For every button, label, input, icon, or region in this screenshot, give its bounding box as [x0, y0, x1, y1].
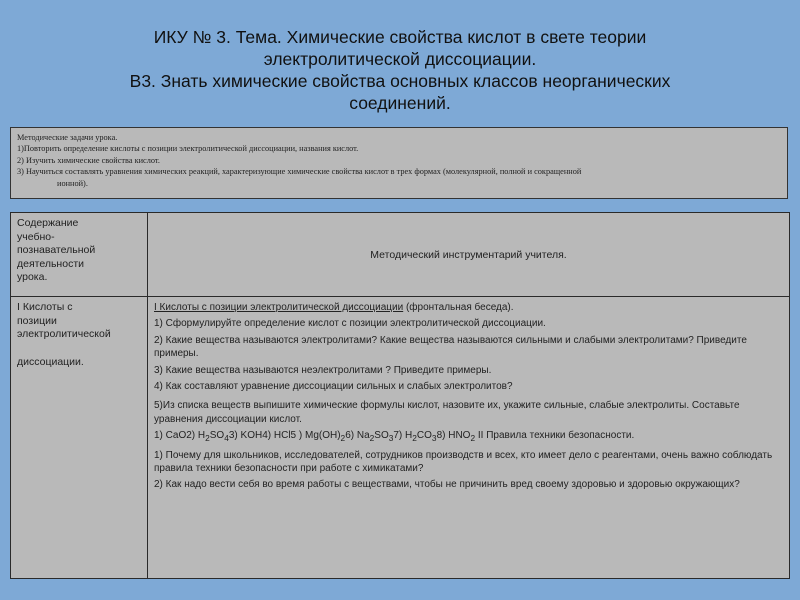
formula-sub: 2 — [412, 433, 417, 444]
question-1: 1) Сформулируйте определение кислот с позиции электролитической диссоциации. — [154, 318, 546, 330]
lesson-table — [10, 212, 790, 579]
formula-text: 7) H — [393, 430, 413, 442]
lesson-tasks-box — [10, 127, 788, 199]
question-5: 5)Из списка веществ выпишите химические формулы кислот, назовите их, укажите сильные, слабые электролиты. Составьте уравнения диссоциации кислот. — [154, 400, 740, 425]
safety-question-2: 2) Как надо вести себя во время работы с веществами, чтобы не причинить вред своему здоровью и здоровью окружающих? — [154, 479, 740, 491]
formula-sub: 3 — [431, 433, 437, 444]
row-left-line: позиции — [17, 314, 57, 327]
title-line-1: ИКУ № 3. Тема. Химические свойства кислот в свете теории — [153, 27, 647, 47]
formula-text: 3) KOH4) HCl5 ) Mg(OH) — [228, 430, 341, 442]
task-item-1: 1)Повторить определение кислоты с позиции электролитической диссоциации, названия кислот. — [17, 144, 359, 154]
formula-text: 6) Na — [345, 430, 370, 442]
row-left-line: электролитической — [17, 328, 111, 340]
formula-text: II Правила техники безопасности. — [475, 430, 635, 442]
formula-sub: 2 — [340, 433, 346, 444]
section-heading — [154, 301, 783, 314]
formula-sub: 3 — [388, 433, 394, 444]
task-item-3-cont: ионной). — [57, 178, 88, 188]
title-line-4: соединений. — [349, 93, 451, 113]
formula-list — [154, 429, 783, 445]
formula-sub: 2 — [369, 433, 375, 444]
row-left-line: диссоциации. — [17, 355, 84, 368]
header-left-line: Содержание — [17, 217, 79, 229]
task-item-3: 3) Научиться составлять уравнения химических реакций, характеризующие химические свойства кислот в трех формах (молекулярной, полной и сокращенной — [17, 167, 582, 177]
task-item-2: 2) Изучить химические свойства кислот. — [17, 155, 160, 165]
row-left-line: I Кислоты с — [17, 301, 73, 313]
formula-text: 1) CaO2) H — [154, 430, 206, 442]
formula-text: SO — [209, 430, 225, 442]
formula-text: SO — [374, 430, 389, 442]
formula-sub: 4 — [224, 433, 229, 444]
tasks-heading: Методические задачи урока. — [17, 133, 118, 142]
section-title: I Кислоты с позиции электролитической диссоциации — [154, 302, 404, 313]
formula-sub: 2 — [205, 433, 210, 444]
title-line-3: В3. Знать химические свойства основных классов неорганических — [129, 71, 671, 91]
header-left-line: урока. — [17, 271, 48, 283]
formula-sub: 2 — [470, 433, 476, 444]
title-line-2: электролитической диссоциации. — [263, 49, 537, 69]
slide-title — [40, 26, 760, 114]
section-suffix: (фронтальная беседа). — [403, 302, 514, 313]
header-left-cell — [11, 213, 148, 297]
header-left-line: учебно- — [17, 230, 55, 243]
row-left-cell — [11, 297, 148, 579]
question-3: 3) Какие вещества называются неэлектролитами ? Приведите примеры. — [154, 364, 492, 376]
row-right-cell — [148, 297, 790, 579]
table-header-row — [11, 213, 790, 297]
safety-question-1: 1) Почему для школьников, исследователей, сотрудников производств и всех, кто имеет дело с реагентами, очень важно соблюдать правила техники безопасности при работе с химикатами? — [154, 449, 773, 475]
table-row — [11, 297, 790, 579]
formula-text: CO — [416, 430, 432, 442]
header-left-line: деятельности — [17, 257, 84, 270]
question-2: 2) Какие вещества называются электролитами? Какие вещества называются сильными и слабыми электролитами? Приведите примеры. — [154, 334, 747, 360]
formula-text: 8) HNO — [436, 430, 471, 442]
question-4: 4) Как составляют уравнение диссоциации сильных и слабых электролитов? — [154, 381, 513, 393]
header-right-cell: Методический инструментарий учителя. — [148, 213, 790, 297]
header-left-line: познавательной — [17, 244, 96, 256]
